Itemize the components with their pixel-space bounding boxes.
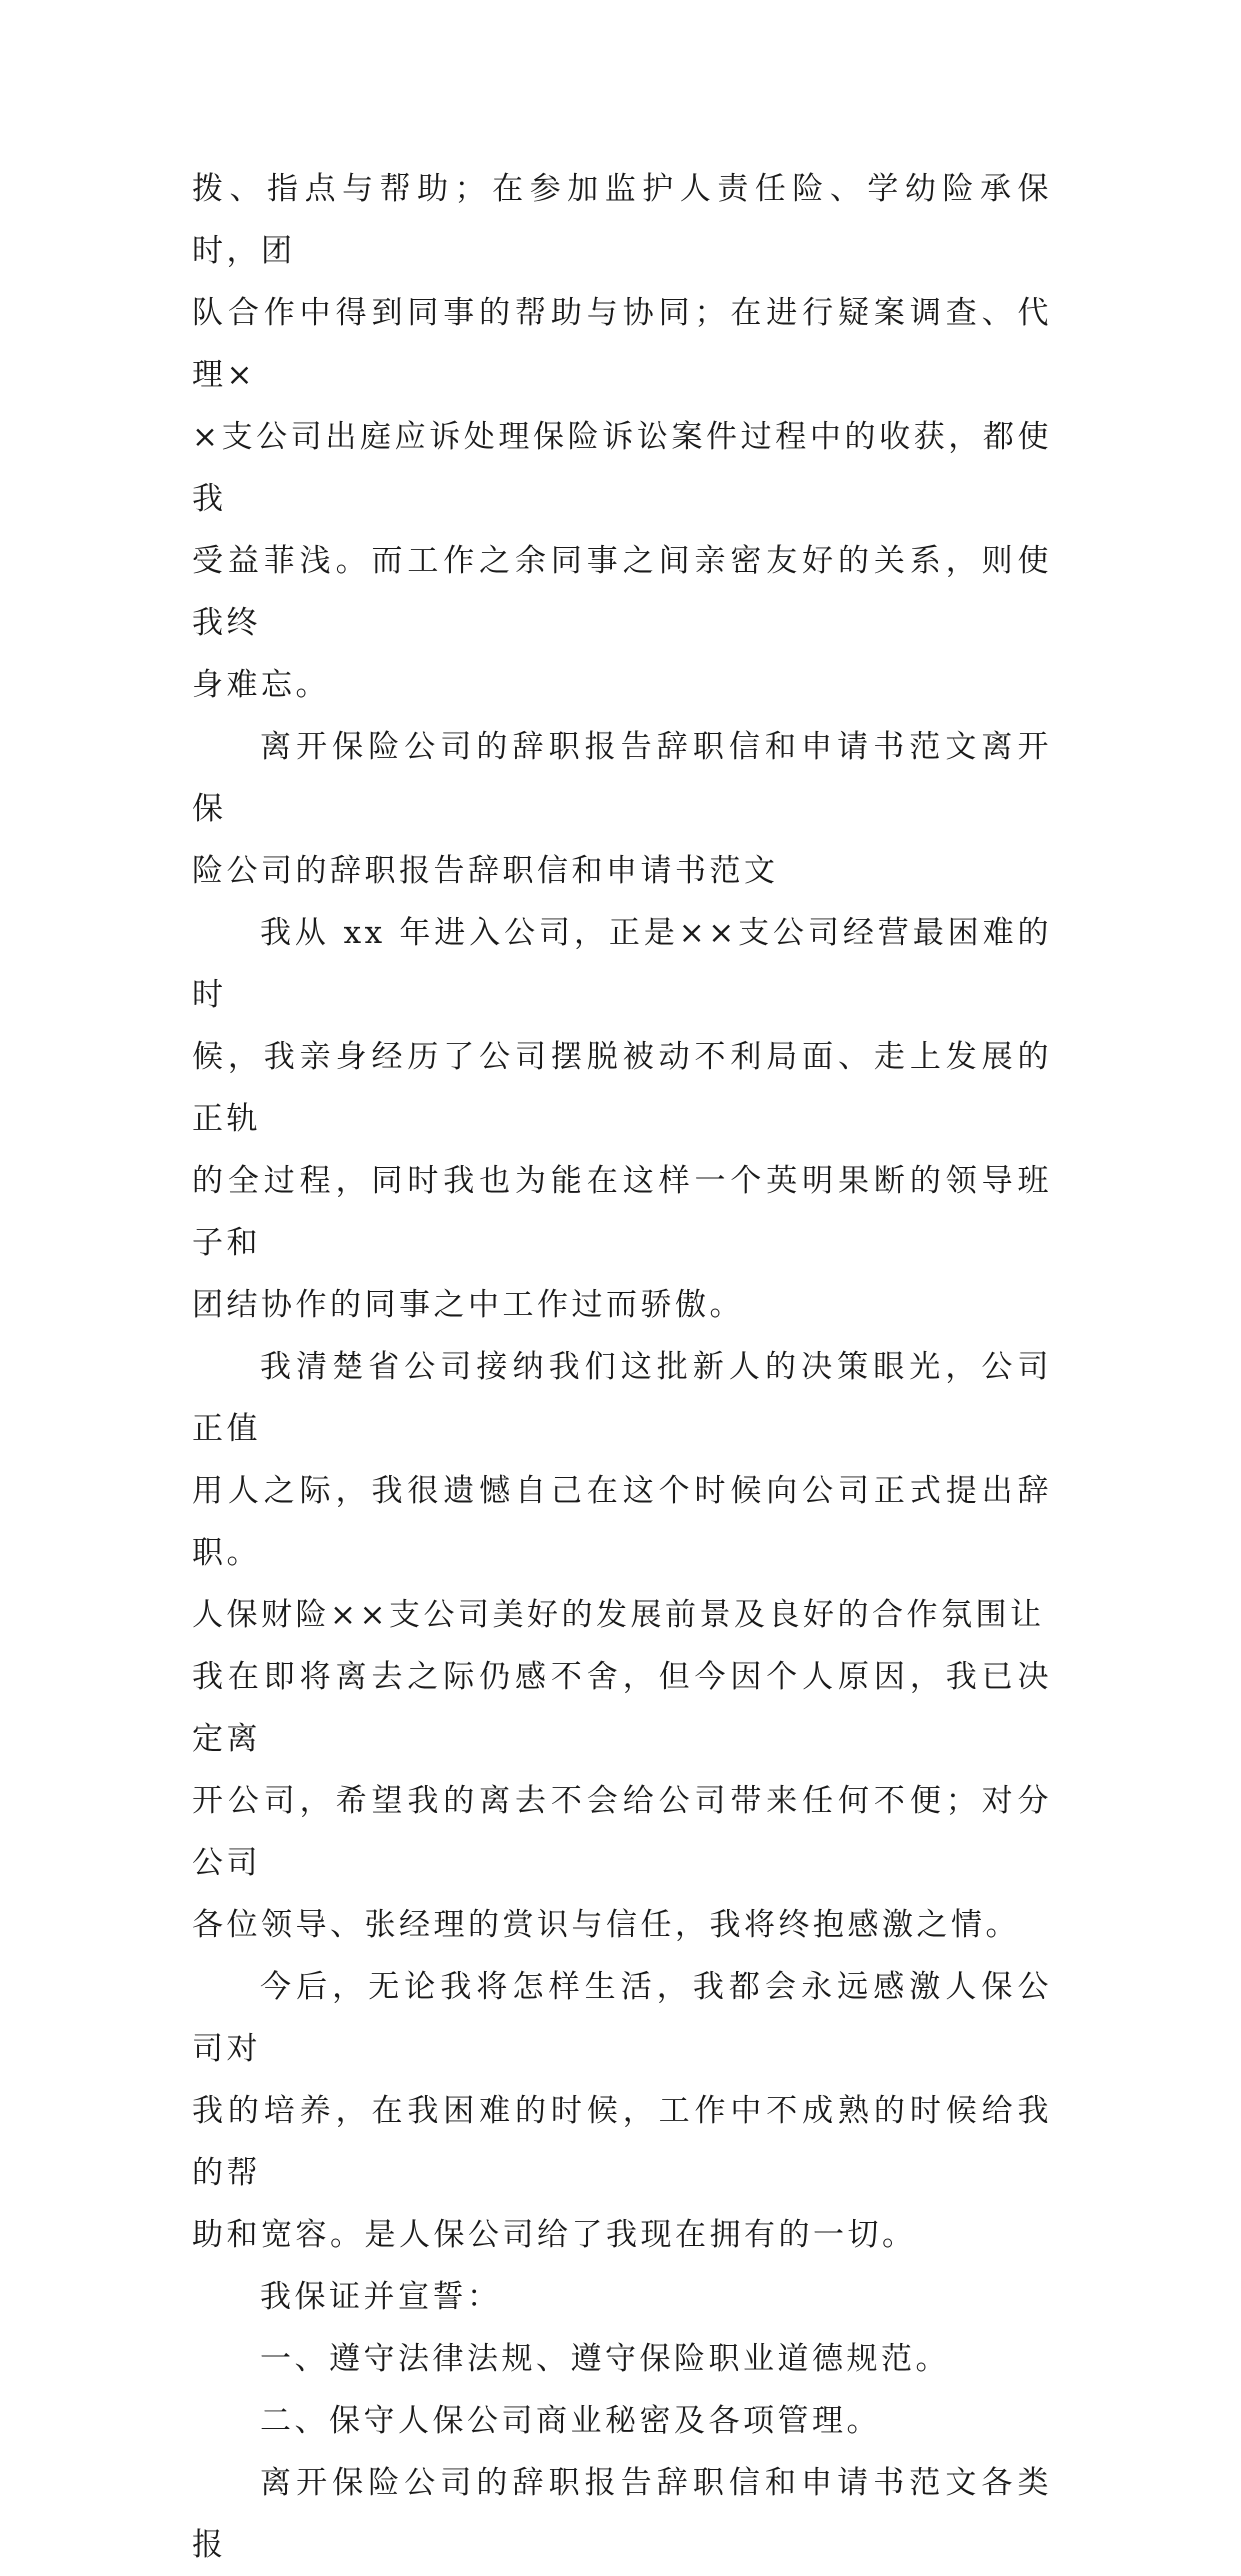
text-line: 离开保险公司的辞职报告辞职信和申请书范文离开保 [192, 729, 1052, 827]
text-line: 开公司，希望我的离去不会给公司带来任何不便；对分公司 [192, 1783, 1052, 1881]
text-line: 我清楚省公司接纳我们这批新人的决策眼光，公司正值 [192, 1349, 1052, 1447]
text-line: 人保财险××支公司美好的发展前景及良好的合作氛围让 [192, 1597, 1045, 1633]
text-line: 用人之际，我很遗憾自己在这个时候向公司正式提出辞职。 [192, 1473, 1052, 1571]
text-line: 离开保险公司的辞职报告辞职信和申请书范文各类报 [192, 2465, 1052, 2563]
list-item [192, 2390, 1052, 2452]
text-line: 我保证并宣誓： [260, 2279, 502, 2315]
paragraph [192, 1956, 1052, 2266]
text-line: 的全过程，同时我也为能在这样一个英明果断的领导班子和 [192, 1163, 1052, 1261]
text-line: 身难忘。 [192, 667, 330, 703]
text-line: 队合作中得到同事的帮助与协同；在进行疑案调查、代理× [192, 295, 1052, 393]
text-line: 险公司的辞职报告辞职信和申请书范文 [192, 853, 779, 889]
text-line: 我的培养，在我困难的时候，工作中不成熟的时候给我的帮 [192, 2093, 1052, 2191]
text-line: 助和宽容。是人保公司给了我现在拥有的一切。 [192, 2217, 917, 2253]
paragraph [192, 902, 1052, 1336]
text-line: 团结协作的同事之中工作过而骄傲。 [192, 1287, 744, 1323]
paragraph [192, 716, 1052, 902]
paragraph [192, 1336, 1052, 1956]
text-line: 二、保守人保公司商业秘密及各项管理。 [260, 2403, 881, 2439]
text-line: 受益菲浅。而工作之余同事之间亲密友好的关系，则使我终 [192, 543, 1052, 641]
text-line: 各位领导、张经理的赏识与信任，我将终抱感激之情。 [192, 1907, 1020, 1943]
paragraph [192, 2266, 1052, 2328]
text-line: 我在即将离去之际仍感不舍，但今因个人原因，我已决定离 [192, 1659, 1052, 1757]
text-line: 今后，无论我将怎样生活，我都会永远感激人保公司对 [192, 1969, 1052, 2067]
paragraph [192, 2452, 1052, 2576]
text-line: 拨、指点与帮助；在参加监护人责任险、学幼险承保时，团 [192, 171, 1052, 269]
paragraph [192, 158, 1052, 716]
document-body [192, 158, 1052, 2576]
text-line: 我从 xx 年进入公司，正是××支公司经营最困难的时 [192, 915, 1052, 1013]
text-line: ×支公司出庭应诉处理保险诉讼案件过程中的收获，都使我 [192, 419, 1052, 517]
text-line: 一、遵守法律法规、遵守保险职业道德规范。 [260, 2341, 950, 2377]
list-item [192, 2328, 1052, 2390]
text-line: 候，我亲身经历了公司摆脱被动不利局面、走上发展的正轨 [192, 1039, 1052, 1137]
